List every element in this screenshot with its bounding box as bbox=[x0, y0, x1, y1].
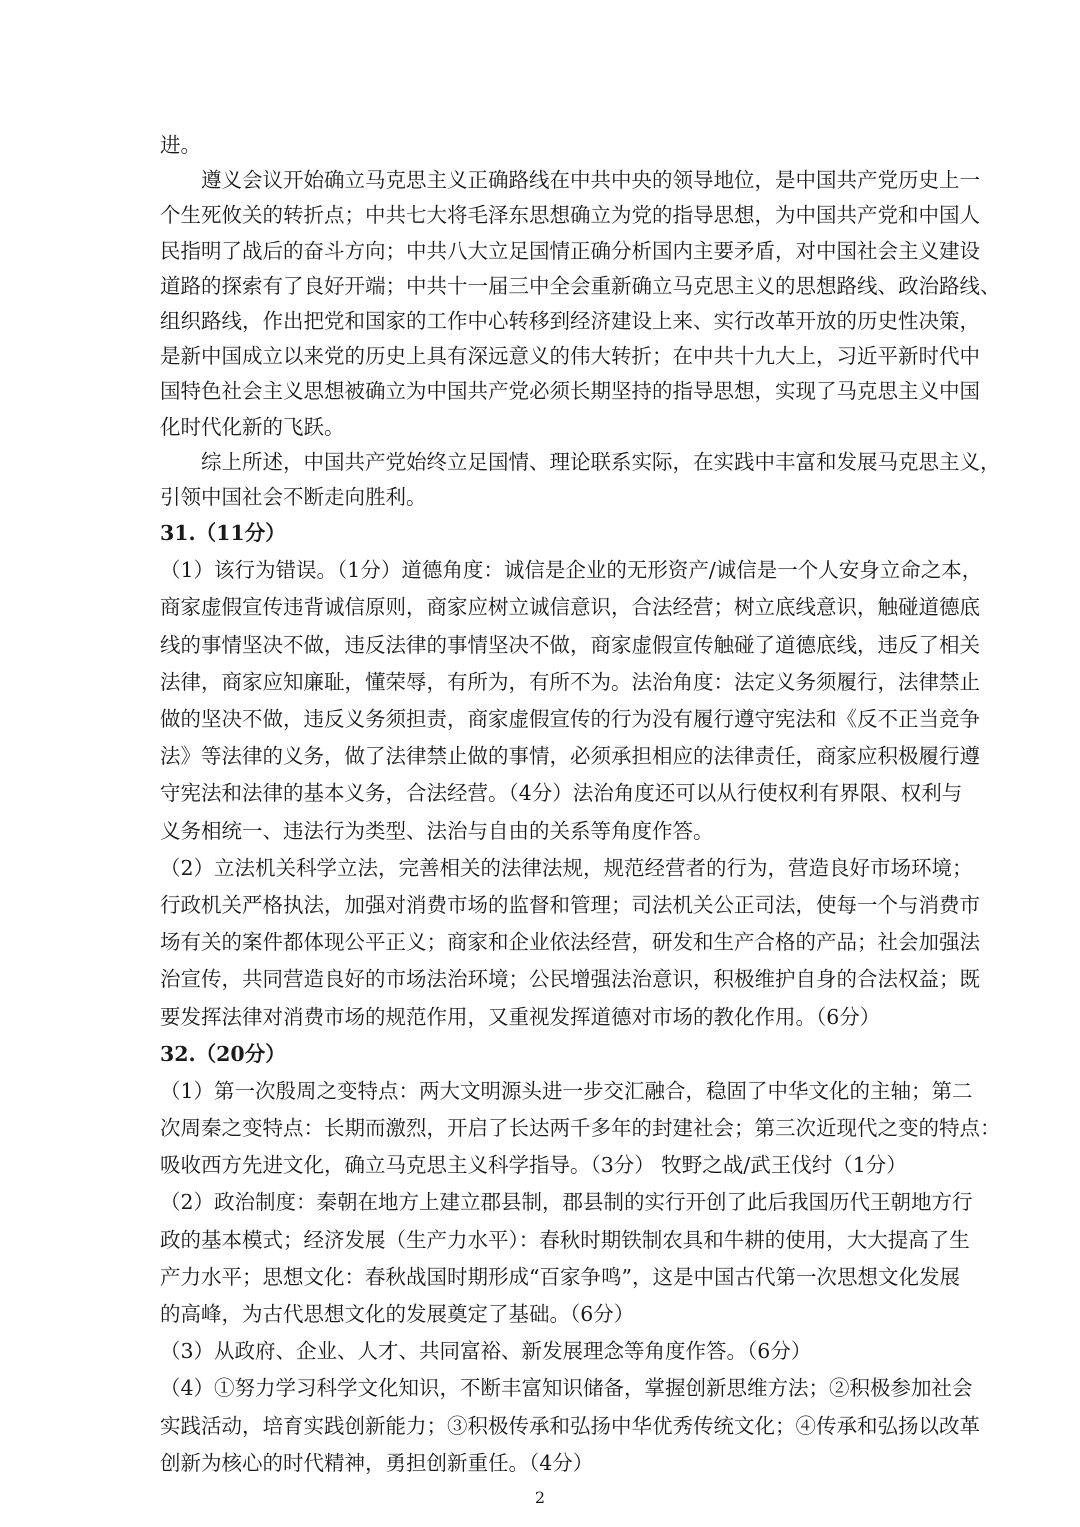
paragraph-line: 引领中国社会不断走向胜利。 bbox=[160, 484, 427, 509]
answer-line: 法》等法律的义务，做了法律禁止做的事情，必须承担相应的法律责任，商家应积极履行遵 bbox=[160, 744, 980, 769]
paragraph-line: 进。 bbox=[160, 133, 201, 157]
paragraph-line: 道路的探索有了良好开端；中共十一届三中全会重新确立马克思主义的思想路线、政治路线、 bbox=[160, 273, 1001, 298]
answer-line: 行政机关严格执法，加强对消费市场的监督和管理；司法机关公正司法，使每一个与消费市 bbox=[160, 892, 980, 917]
paragraph-line: 组织路线，作出把党和国家的工作中心转移到经济建设上来、实行改革开放的历史性决策， bbox=[160, 308, 980, 333]
paragraph-line: 是新中国成立以来党的历史上具有深远意义的伟大转折；在中共十九大上，习近平新时代中 bbox=[160, 344, 980, 369]
answer-line: （4）①努力学习科学文化知识，不断丰富知识储备，掌握创新思维方法；②积极参加社会 bbox=[160, 1376, 973, 1401]
answer-line: 治宣传，共同营造良好的市场法治环境；公民增强法治意识，积极维护自身的合法权益；既 bbox=[160, 967, 980, 992]
answer-line: 次周秦之变特点：长期而激烈，开启了长达两千多年的封建社会；第三次近现代之变的特点： bbox=[160, 1116, 1001, 1141]
paragraph-line: 个生死攸关的转折点；中共七大将毛泽东思想确立为党的指导思想，为中国共产党和中国人 bbox=[160, 203, 980, 228]
page-number: 2 bbox=[534, 1488, 546, 1507]
paragraph-line: 遵义会议开始确立马克思主义正确路线在中共中央的领导地位，是中国共产党历史上一 bbox=[201, 168, 980, 193]
paragraph-line: 综上所述，中国共产党始终立足国情、理论联系实际，在实践中丰富和发展马克思主义， bbox=[201, 449, 1001, 474]
answer-line: （3）从政府、企业、人才、共同富裕、新发展理念等角度作答。（6分） bbox=[160, 1339, 812, 1364]
answer-line: 守宪法和法律的基本义务，合法经营。（4分）法治角度还可以从行使权利有界限、权利与 bbox=[160, 781, 963, 806]
answer-line: 政的基本模式；经济发展（生产力水平）：春秋时期铁制农具和牛耕的使用，大大提高了生 bbox=[160, 1227, 970, 1252]
answer-line: 场有关的案件都体现公平正义；商家和企业依法经营，研发和生产合格的产品；社会加强法 bbox=[160, 930, 980, 955]
answer-line: （1）该行为错误。（1分）道德角度：诚信是企业的无形资产/诚信是一个人安身立命之本， bbox=[160, 558, 983, 583]
answer-line: （1）第一次殷周之变特点：两大文明源头进一步交汇融合，稳固了中华文化的主轴；第二 bbox=[160, 1078, 973, 1103]
answer-line: （2）政治制度：秦朝在地方上建立郡县制，郡县制的实行开创了此后我国历代王朝地方行 bbox=[160, 1190, 973, 1215]
answer-line: 实践活动，培育实践创新能力；③积极传承和弘扬中华优秀传统文化；④传承和弘扬以改革 bbox=[160, 1413, 980, 1438]
answer-text bbox=[160, 128, 1001, 1482]
answer-line: 的高峰，为古代思想文化的发展奠定了基础。（6分） bbox=[160, 1302, 635, 1326]
answer-line: 义务相统一、违法行为类型、法治与自由的关系等角度作答。 bbox=[160, 818, 714, 843]
paragraph-line: 国特色社会主义思想被确立为中国共产党必须长期坚持的指导思想，实现了马克思主义中国 bbox=[160, 379, 980, 404]
answer-line: 法律，商家应知廉耻，懂荣辱，有所为，有所不为。法治角度：法定义务须履行，法律禁止 bbox=[160, 669, 980, 694]
answer-line: 做的坚决不做，违反义务须担责，商家虚假宣传的行为没有履行遵守宪法和《反不正当竞争 bbox=[160, 707, 980, 731]
answer-line: 商家虚假宣传违背诚信原则，商家应树立诚信意识，合法经营；树立底线意识，触碰道德底 bbox=[160, 595, 980, 620]
answer-line: 线的事情坚决不做，违反法律的事情坚决不做，商家虚假宣传触碰了道德底线，违反了相关 bbox=[160, 632, 980, 657]
answer-line: 要发挥法律对消费市场的规范作用，又重视发挥道德对市场的教化作用。（6分） bbox=[160, 1004, 881, 1029]
answer-line: 吸收西方先进文化，确立马克思主义科学指导。（3分） 牧野之战/武王伐纣（1分） bbox=[160, 1153, 907, 1178]
answer-line: 产力水平；思想文化：春秋战国时期形成“百家争鸣”，这是中国古代第一次思想文化发展 bbox=[160, 1264, 960, 1289]
paragraph-line: 民指明了战后的奋斗方向；中共八大立足国情正确分析国内主要矛盾，对中国社会主义建设 bbox=[160, 238, 980, 263]
paragraph-line: 化时代化新的飞跃。 bbox=[160, 414, 345, 439]
answer-line: （2）立法机关科学立法，完善相关的法律法规，规范经营者的行为，营造良好市场环境； bbox=[160, 855, 973, 880]
question-heading: 31.（11分） bbox=[160, 521, 286, 546]
answer-line: 创新为核心的时代精神，勇担创新重任。（4分） bbox=[160, 1450, 594, 1475]
question-heading: 32.（20分） bbox=[160, 1041, 286, 1066]
